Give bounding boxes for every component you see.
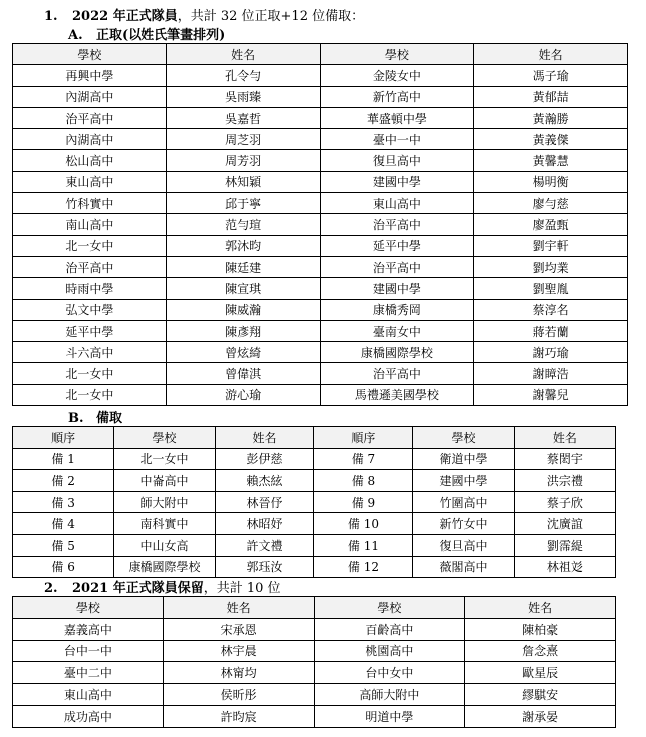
- cell-name: 林宇晨: [163, 640, 314, 662]
- table-row: [13, 363, 628, 384]
- cell-school: 中崙高中: [114, 470, 215, 492]
- column-header-name: 姓名: [163, 597, 314, 619]
- table-row: [13, 618, 616, 640]
- cell-school: 桃園高中: [314, 640, 465, 662]
- cell-school: 治平高中: [320, 363, 474, 384]
- cell-name: 黃義傑: [474, 129, 628, 150]
- cell-school: 建國中學: [320, 171, 474, 192]
- table-row: [13, 513, 616, 535]
- table-row: [13, 534, 616, 556]
- section2-heading: [44, 577, 281, 596]
- cell-name: 黃瀚勝: [474, 107, 628, 128]
- cell-name: 游心瑜: [166, 384, 320, 405]
- cell-name: 林祖彣: [514, 556, 615, 578]
- cell-name: 謝巧瑜: [474, 342, 628, 363]
- cell-school: 東山高中: [13, 684, 164, 706]
- section1-note: ，共計 32 位正取+12 位備取：: [177, 9, 365, 24]
- cell-name: 廖盈甄: [474, 214, 628, 235]
- cell-name: 劉宇軒: [474, 235, 628, 256]
- column-header-school: 學校: [320, 44, 474, 65]
- cell-name: 曾炫綺: [166, 342, 320, 363]
- cell-school: 臺中一中: [320, 129, 474, 150]
- cell-name: 許昀宸: [163, 705, 314, 727]
- cell-school: 高師大附中: [314, 684, 465, 706]
- table-row: [13, 491, 616, 513]
- table-row: [13, 384, 628, 405]
- cell-school: 治平高中: [13, 107, 167, 128]
- cell-name: 陳柏豪: [465, 618, 616, 640]
- cell-name: 賴杰絃: [215, 470, 314, 492]
- cell-name: 黃郁喆: [474, 86, 628, 107]
- column-header-school: 學校: [13, 597, 164, 619]
- cell-school: 竹圍高中: [413, 491, 514, 513]
- cell-name: 詹念熹: [465, 640, 616, 662]
- table-row: [13, 320, 628, 341]
- cell-name: 楊明衡: [474, 171, 628, 192]
- cell-name: 劉霈緹: [514, 534, 615, 556]
- cell-name: 邱于寧: [166, 193, 320, 214]
- cell-name: 侯昕彤: [163, 684, 314, 706]
- regular-members-table: [12, 43, 628, 406]
- cell-name: 曾偉淇: [166, 363, 320, 384]
- cell-order: 備 12: [314, 556, 413, 578]
- cell-school: 東山高中: [320, 193, 474, 214]
- table-row: [13, 470, 616, 492]
- cell-order: 備 5: [13, 534, 114, 556]
- cell-school: 新竹女中: [413, 513, 514, 535]
- cell-school: 百齡高中: [314, 618, 465, 640]
- table-row: [13, 129, 628, 150]
- retained-members-table: [12, 596, 616, 728]
- cell-name: 吳雨臻: [166, 86, 320, 107]
- cell-name: 蔣若蘭: [474, 320, 628, 341]
- table-header-row: [13, 44, 628, 65]
- cell-school: 治平高中: [320, 214, 474, 235]
- cell-school: 師大附中: [114, 491, 215, 513]
- cell-name: 繆騏安: [465, 684, 616, 706]
- cell-school: 竹科實中: [13, 193, 167, 214]
- cell-name: 蔡子欣: [514, 491, 615, 513]
- cell-school: 斗六高中: [13, 342, 167, 363]
- cell-school: 復旦高中: [413, 534, 514, 556]
- column-header-order: 順序: [314, 427, 413, 449]
- section2-number: 2.: [44, 581, 58, 596]
- subsection-b-title: 備取: [96, 411, 123, 426]
- cell-order: 備 1: [13, 448, 114, 470]
- table-row: [13, 448, 616, 470]
- cell-order: 備 8: [314, 470, 413, 492]
- cell-name: 馮子瑜: [474, 65, 628, 86]
- cell-name: 許文禮: [215, 534, 314, 556]
- cell-order: 備 2: [13, 470, 114, 492]
- cell-school: 內湖高中: [13, 86, 167, 107]
- table-row: [13, 556, 616, 578]
- table-row: [13, 278, 628, 299]
- cell-order: 備 4: [13, 513, 114, 535]
- column-header-order: 順序: [13, 427, 114, 449]
- cell-name: 洪宗禮: [514, 470, 615, 492]
- table-row: [13, 705, 616, 727]
- cell-name: 謝瞕浩: [474, 363, 628, 384]
- table-row: [13, 107, 628, 128]
- cell-school: 治平高中: [320, 256, 474, 277]
- cell-school: 東山高中: [13, 171, 167, 192]
- cell-name: 孔令勻: [166, 65, 320, 86]
- cell-school: 臺南女中: [320, 320, 474, 341]
- cell-name: 沈廣誼: [514, 513, 615, 535]
- table-row: [13, 662, 616, 684]
- cell-school: 建國中學: [413, 470, 514, 492]
- column-header-name: 姓名: [465, 597, 616, 619]
- table-row: [13, 193, 628, 214]
- cell-order: 備 6: [13, 556, 114, 578]
- cell-school: 北一女中: [114, 448, 215, 470]
- cell-school: 北一女中: [13, 363, 167, 384]
- column-header-name: 姓名: [474, 44, 628, 65]
- column-header-school: 學校: [114, 427, 215, 449]
- cell-school: 薇閣高中: [413, 556, 514, 578]
- section1-heading: [44, 5, 364, 24]
- cell-order: 備 10: [314, 513, 413, 535]
- cell-order: 備 11: [314, 534, 413, 556]
- cell-name: 廖勻慈: [474, 193, 628, 214]
- section1-number: 1.: [44, 9, 58, 24]
- alternate-members-table: [12, 426, 616, 578]
- cell-school: 華盛頓中學: [320, 107, 474, 128]
- subsection-b-letter: B.: [68, 411, 84, 426]
- cell-school: 松山高中: [13, 150, 167, 171]
- table-row: [13, 65, 628, 86]
- table-row: [13, 86, 628, 107]
- cell-name: 蔡淳名: [474, 299, 628, 320]
- cell-name: 劉均業: [474, 256, 628, 277]
- table-row: [13, 299, 628, 320]
- table-row: [13, 684, 616, 706]
- cell-school: 南山高中: [13, 214, 167, 235]
- cell-school: 臺中二中: [13, 662, 164, 684]
- subsection-a-letter: A.: [68, 28, 83, 43]
- table-row: [13, 150, 628, 171]
- cell-name: 陳彥翔: [166, 320, 320, 341]
- cell-school: 金陵女中: [320, 65, 474, 86]
- table-row: [13, 171, 628, 192]
- cell-name: 陳威瀚: [166, 299, 320, 320]
- cell-school: 中山女高: [114, 534, 215, 556]
- cell-name: 范勻瑄: [166, 214, 320, 235]
- cell-name: 宋承恩: [163, 618, 314, 640]
- cell-school: 復旦高中: [320, 150, 474, 171]
- cell-name: 陳廷建: [166, 256, 320, 277]
- section2-title: 2021 年正式隊員保留: [72, 581, 204, 596]
- cell-name: 謝馨兒: [474, 384, 628, 405]
- column-header-name: 姓名: [215, 427, 314, 449]
- cell-name: 陳宣琪: [166, 278, 320, 299]
- cell-school: 北一女中: [13, 235, 167, 256]
- cell-school: 建國中學: [320, 278, 474, 299]
- cell-school: 康橋國際學校: [114, 556, 215, 578]
- cell-school: 台中女中: [314, 662, 465, 684]
- cell-order: 備 9: [314, 491, 413, 513]
- table-row: [13, 256, 628, 277]
- subsection-b-heading: [68, 407, 122, 426]
- cell-school: 延平中學: [13, 320, 167, 341]
- table-row: [13, 214, 628, 235]
- cell-school: 新竹高中: [320, 86, 474, 107]
- previous-page-remnant: [12, 0, 212, 3]
- table-header-row: [13, 597, 616, 619]
- cell-school: 內湖高中: [13, 129, 167, 150]
- cell-school: 延平中學: [320, 235, 474, 256]
- cell-name: 周芝羽: [166, 129, 320, 150]
- column-header-name: 姓名: [166, 44, 320, 65]
- cell-school: 治平高中: [13, 256, 167, 277]
- cell-name: 歐星辰: [465, 662, 616, 684]
- table-row: [13, 640, 616, 662]
- cell-school: 康橋國際學校: [320, 342, 474, 363]
- column-header-school: 學校: [413, 427, 514, 449]
- cell-name: 林知穎: [166, 171, 320, 192]
- cell-name: 吳嘉哲: [166, 107, 320, 128]
- cell-name: 林昭妤: [215, 513, 314, 535]
- section1-title: 2022 年正式隊員: [72, 9, 178, 24]
- cell-name: 周芳羽: [166, 150, 320, 171]
- column-header-school: 學校: [13, 44, 167, 65]
- section2-note: ，共計 10 位: [203, 581, 281, 596]
- column-header-school: 學校: [314, 597, 465, 619]
- cell-order: 備 7: [314, 448, 413, 470]
- cell-school: 南科實中: [114, 513, 215, 535]
- cell-name: 謝承晏: [465, 705, 616, 727]
- cell-school: 台中一中: [13, 640, 164, 662]
- cell-order: 備 3: [13, 491, 114, 513]
- table-header-row: [13, 427, 616, 449]
- cell-school: 弘文中學: [13, 299, 167, 320]
- cell-name: 郭珏汝: [215, 556, 314, 578]
- cell-school: 衛道中學: [413, 448, 514, 470]
- cell-school: 明道中學: [314, 705, 465, 727]
- cell-school: 成功高中: [13, 705, 164, 727]
- cell-name: 林晉伃: [215, 491, 314, 513]
- cell-school: 再興中學: [13, 65, 167, 86]
- column-header-name: 姓名: [514, 427, 615, 449]
- cell-school: 嘉義高中: [13, 618, 164, 640]
- subsection-a-heading: [68, 24, 225, 43]
- cell-name: 劉聖胤: [474, 278, 628, 299]
- subsection-a-title: 正取(以姓氏筆畫排列): [96, 28, 226, 43]
- cell-name: 彭伊慈: [215, 448, 314, 470]
- cell-name: 黃馨慧: [474, 150, 628, 171]
- cell-school: 馬禮遜美國學校: [320, 384, 474, 405]
- cell-school: 北一女中: [13, 384, 167, 405]
- table-row: [13, 342, 628, 363]
- cell-name: 蔡閎宇: [514, 448, 615, 470]
- cell-name: 林甯均: [163, 662, 314, 684]
- cell-school: 時雨中學: [13, 278, 167, 299]
- cell-school: 康橋秀岡: [320, 299, 474, 320]
- cell-name: 郭沐昀: [166, 235, 320, 256]
- table-row: [13, 235, 628, 256]
